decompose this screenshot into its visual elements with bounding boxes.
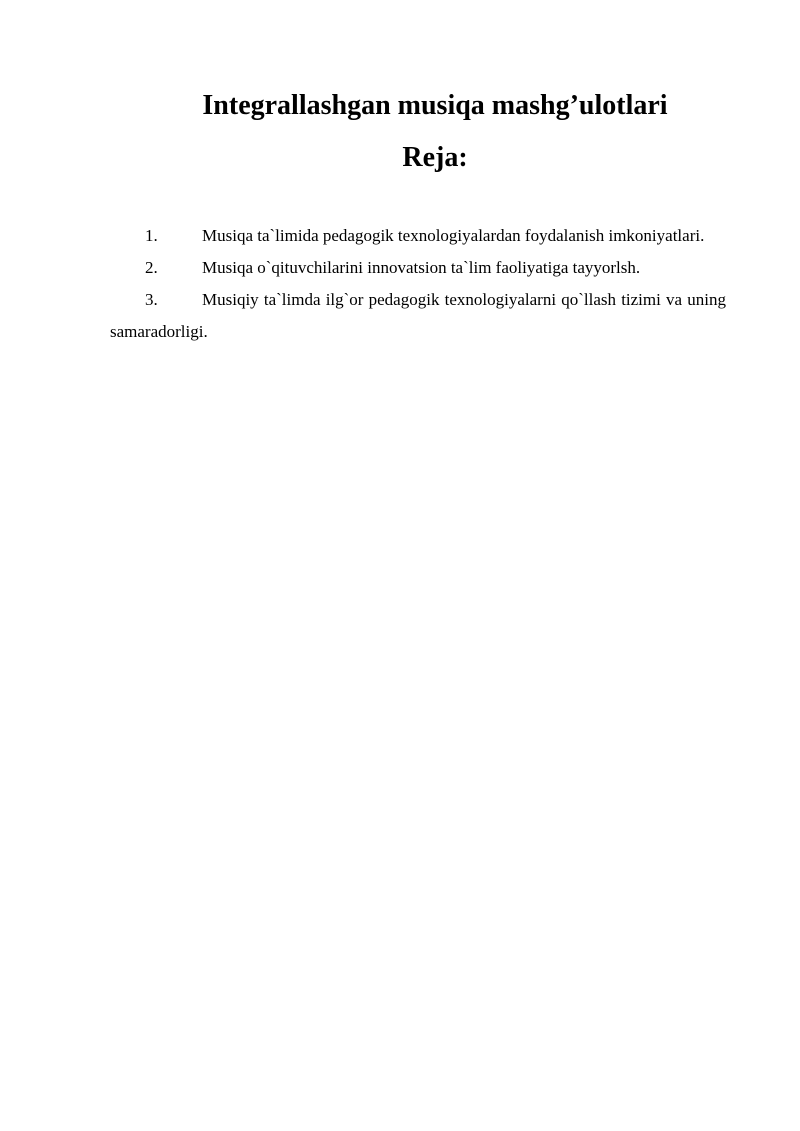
plan-item [110, 284, 726, 348]
plan-item [110, 220, 726, 252]
plan-list [110, 220, 726, 348]
plan-item-text: Musiqa ta`limida pedagogik texnologiyalardan foydalanish imkoniyatlari. [202, 226, 705, 245]
plan-item-number: 3. [145, 290, 158, 309]
plan-heading: Reja: [402, 142, 468, 173]
plan-item-number: 1. [145, 226, 158, 245]
plan-item-text: Musiqa o`qituvchilarini innovatsion ta`lim faoliyatiga tayyorlsh. [202, 258, 641, 277]
plan-item-number: 2. [145, 258, 158, 277]
document-title: Integrallashgan musiqa mashg’ulotlari [202, 90, 668, 121]
plan-item [110, 252, 726, 284]
plan-item-text: Musiqiy ta`limda ilg`or pedagogik texnologiyalarni qo`llash tizimi va uning samaradorligi. [110, 290, 726, 341]
